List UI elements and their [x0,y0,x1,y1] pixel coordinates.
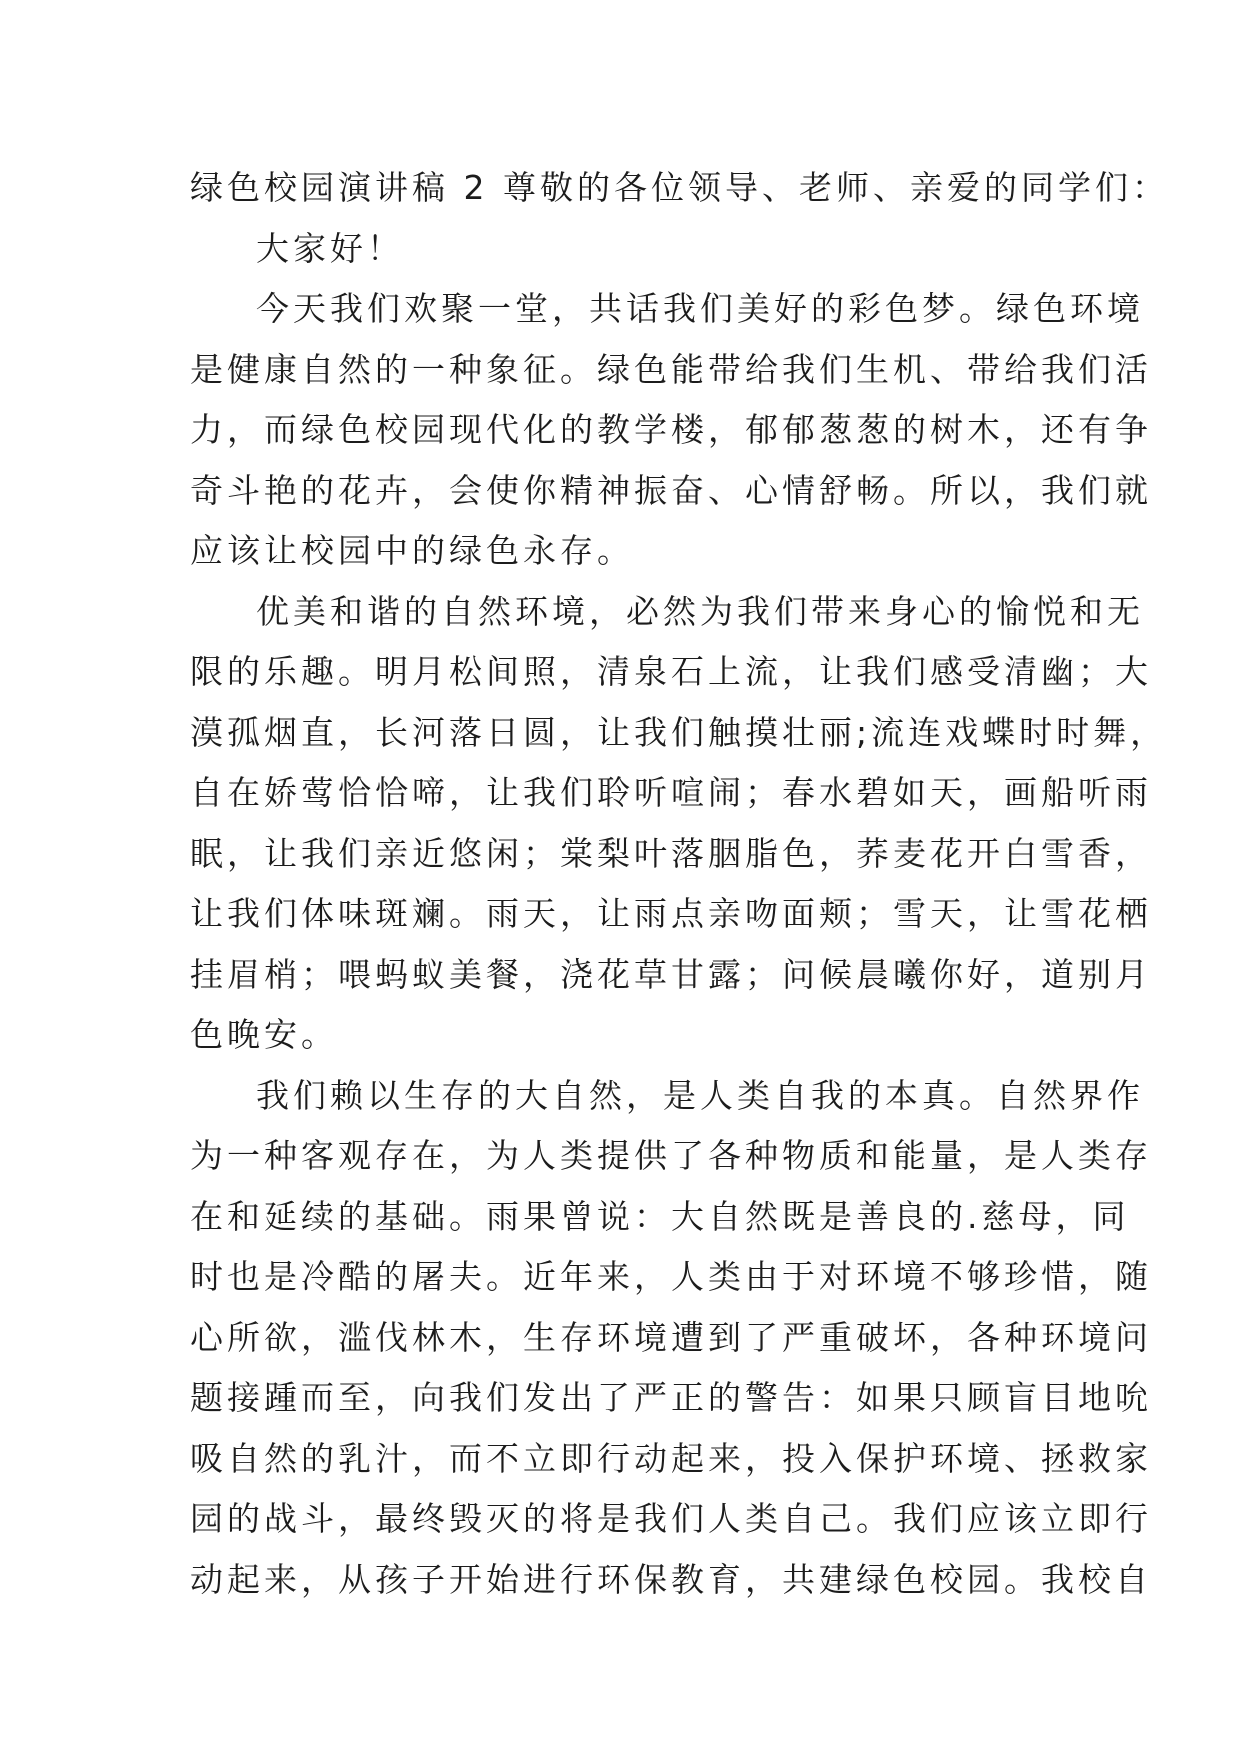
text-line: 大家好！ [256,228,404,268]
text-line: 今天我们欢聚一堂，共话我们美好的彩色梦。绿色环境 [256,289,1144,328]
text-line: 漠孤烟直，长河落日圆，让我们触摸壮丽;流连戏蝶时时舞， [190,712,1168,752]
paragraph-2 [190,582,1168,1066]
text-line: 时也是冷酷的屠夫。近年来，人类由于对环境不够珍惜，随 [190,1257,1152,1296]
text-line: 力，而绿色校园现代化的教学楼，郁郁葱葱的树木，还有争 [190,410,1152,449]
text-line: 应该让校园中的绿色永存。 [190,531,634,570]
text-line: 我们赖以生存的大自然，是人类自我的本真。自然界作 [256,1075,1144,1115]
paragraph-3 [190,1066,1152,1611]
text-line: 动起来，从孩子开始进行环保教育，共建绿色校园。我校自 [190,1559,1152,1599]
text-line: 奇斗艳的花卉，会使你精神振奋、心情舒畅。所以，我们就 [190,470,1152,510]
text-line: 题接踵而至，向我们发出了严正的警告：如果只顾盲目地吮 [190,1378,1152,1417]
paragraph-1 [190,279,1152,582]
text-line: 是健康自然的一种象征。绿色能带给我们生机、带给我们活 [190,349,1152,389]
paragraph-greeting [190,219,1054,280]
text-line: 心所欲，滥伐林木，生存环境遭到了严重破坏，各种环境问 [190,1317,1152,1357]
text-line: 吸自然的乳汁，而不立即行动起来，投入保护环境、拯救家 [190,1438,1152,1478]
text-line: 自在娇莺恰恰啼，让我们聆听喧闹；春水碧如天，画船听雨 [190,773,1152,812]
text-line: 园的战斗，最终毁灭的将是我们人类自己。我们应该立即行 [190,1499,1152,1538]
text-line: 在和延续的基础。雨果曾说：大自然既是善良的.慈母，同 [190,1196,1130,1236]
text-line: 色晚安。 [190,1015,338,1054]
text-line: 让我们体味斑斓。雨天，让雨点亲吻面颊；雪天，让雪花栖 [190,894,1152,933]
speech-text [190,158,1169,1610]
text-line: 优美和谐的自然环境，必然为我们带来身心的愉悦和无 [256,591,1144,631]
paragraph-title [190,158,1169,219]
text-line: 限的乐趣。明月松间照，清泉石上流，让我们感受清幽；大 [190,652,1152,691]
text-line: 绿色校园演讲稿 2 尊敬的各位领导、老师、亲爱的同学们： [190,168,1169,207]
text-line: 挂眉梢；喂蚂蚁美餐，浇花草甘露；问候晨曦你好，道别月 [190,954,1152,994]
text-line: 眠，让我们亲近悠闲；棠梨叶落胭脂色，荞麦花开白雪香， [190,833,1152,873]
text-line: 为一种客观存在，为人类提供了各种物质和能量，是人类存 [190,1136,1152,1175]
